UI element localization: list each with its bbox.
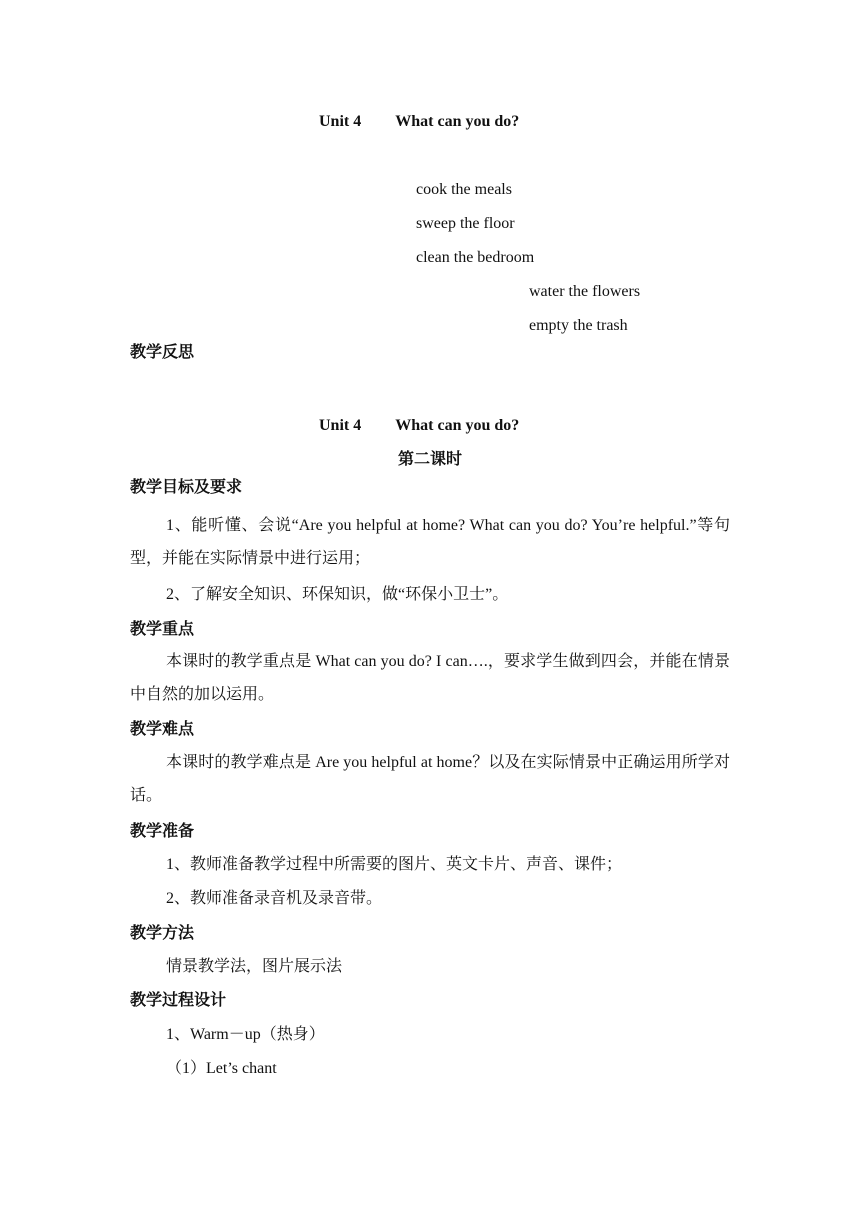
difficulty-heading: 教学难点 bbox=[130, 721, 195, 738]
phrase-item: empty the trash bbox=[529, 317, 628, 334]
goal-item: 1、能听懂、会说“Are you helpful at home? What can you do? You’re helpful.”等句型，并能在实际情景中进行运用； bbox=[130, 517, 730, 567]
unit-title-2 bbox=[319, 416, 519, 436]
difficulty-text: 本课时的教学难点是 Are you helpful at home？以及在实际情景中正确运用所学对话。 bbox=[130, 754, 730, 804]
prep-heading: 教学准备 bbox=[130, 823, 195, 840]
prep-item: 2、教师准备录音机及录音带。 bbox=[166, 890, 383, 907]
unit-title bbox=[319, 112, 519, 132]
phrase-item: cook the meals bbox=[416, 181, 512, 198]
process-substep: （1）Let’s chant bbox=[166, 1060, 277, 1077]
goal-item: 2、了解安全知识、环保知识，做“环保小卫士”。 bbox=[166, 586, 509, 603]
unit-question: What can you do? bbox=[395, 417, 520, 434]
key-heading: 教学重点 bbox=[130, 621, 195, 638]
prep-item: 1、教师准备教学过程中所需要的图片、英文卡片、声音、课件； bbox=[166, 856, 623, 873]
process-heading: 教学过程设计 bbox=[130, 992, 227, 1009]
phrase-item: clean the bedroom bbox=[416, 249, 535, 266]
reflection-heading: 教学反思 bbox=[130, 344, 195, 361]
method-text: 情景教学法，图片展示法 bbox=[166, 958, 343, 975]
phrase-item: sweep the floor bbox=[416, 215, 515, 232]
process-step: 1、Warm－up（热身） bbox=[166, 1026, 325, 1043]
unit-label: Unit 4 bbox=[319, 113, 362, 130]
method-heading: 教学方法 bbox=[130, 925, 195, 942]
key-text: 本课时的教学重点是 What can you do? I can….，要求学生做到四会，并能在情景中自然的加以运用。 bbox=[130, 653, 730, 703]
unit-label: Unit 4 bbox=[319, 417, 362, 434]
goals-heading: 教学目标及要求 bbox=[130, 479, 243, 496]
unit-question: What can you do? bbox=[395, 113, 520, 130]
phrase-item: water the flowers bbox=[529, 283, 641, 300]
lesson-title: 第二课时 bbox=[398, 451, 463, 468]
